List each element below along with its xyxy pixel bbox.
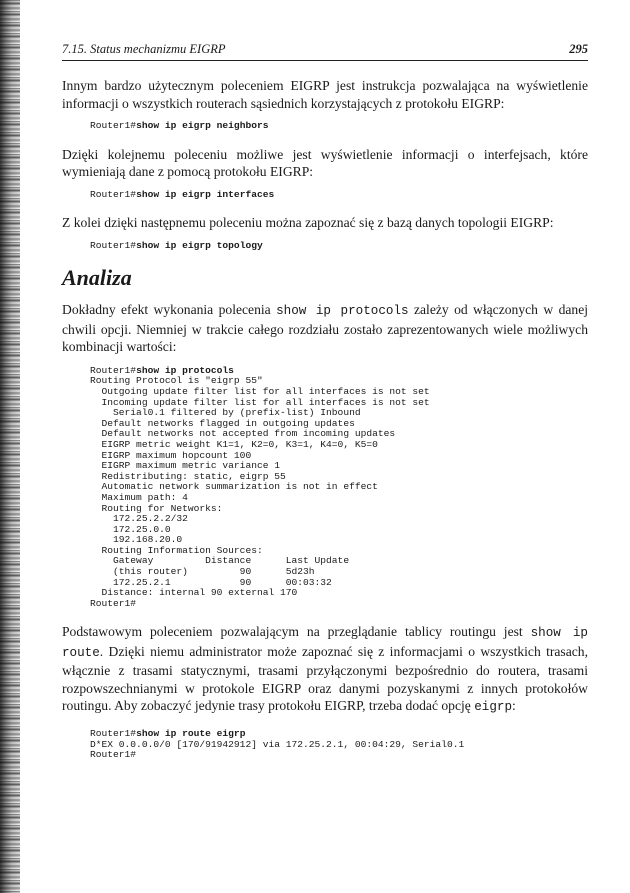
- command-topology: [62, 241, 588, 252]
- cli-prompt: Router1#: [90, 120, 137, 131]
- code-output-lines: [90, 376, 588, 609]
- code-line: 192.168.20.0: [90, 534, 183, 546]
- cli-prompt: Router1#: [90, 239, 137, 251]
- running-header: [62, 40, 588, 61]
- code-line: Gateway Distance Last Update: [90, 555, 350, 567]
- code-line: EIGRP maximum hopcount 100: [90, 449, 252, 461]
- code-line: Distance: internal 90 external 170: [90, 587, 298, 599]
- cli-prompt: Router1#: [90, 364, 137, 376]
- text-run: Podstawowym poleceniem pozwalającym na przeglądanie tablicy routingu jest: [62, 624, 523, 640]
- code-line: EIGRP metric weight K1=1, K2=0, K3=1, K4=0, K5=0: [90, 438, 378, 450]
- code-command-line: [90, 729, 588, 740]
- command-neighbors: [62, 121, 588, 132]
- code-output-protocols: [62, 366, 588, 610]
- cli-command: show ip protocols: [136, 364, 234, 376]
- code-line: Routing for Networks:: [90, 502, 223, 514]
- code-line: Routing Information Sources:: [90, 544, 263, 556]
- command-interfaces: [62, 190, 588, 201]
- code-line: 172.25.0.0: [90, 523, 171, 535]
- paragraph-topology: Z kolei dzięki następnemu poleceniu można zapoznać się z bazą danych topologii EIGRP:: [62, 215, 554, 231]
- code-line: 172.25.2.2/32: [90, 513, 188, 525]
- paragraph-neighbors: Innym bardzo użytecznym poleceniem EIGRP jest instrukcja pozwalająca na wyświetlenie informacji o wszystkich routerach sąsiednich korzystających z protokołu EIGRP:: [62, 78, 588, 111]
- code-line: Router1#: [90, 749, 137, 761]
- code-line: Default networks flagged in outgoing updates: [90, 417, 355, 429]
- paragraph-interfaces: Dzięki kolejnemu poleceniu możliwe jest wyświetlenie informacji o interfejsach, które wymieniają dane z pomocą protokołu EIGRP:: [62, 146, 588, 180]
- code-line: EIGRP maximum metric variance 1: [90, 460, 280, 472]
- book-spine-shadow: [0, 0, 20, 893]
- code-line: Redistributing: static, eigrp 55: [90, 470, 286, 482]
- header-section-title: 7.15. Status mechanizmu EIGRP: [62, 42, 226, 56]
- text-run: :: [512, 698, 516, 714]
- page: [62, 40, 588, 761]
- cli-prompt: Router1#: [90, 188, 137, 200]
- code-line: Automatic network summarization is not in effect: [90, 481, 378, 493]
- section-heading-analiza: Analiza: [62, 265, 132, 291]
- paragraph-route: [62, 623, 588, 717]
- cli-command: show ip route eigrp: [136, 727, 246, 739]
- code-line: D*EX 0.0.0.0/0 [170/91942912] via 172.25.2.1, 00:04:29, Serial0.1: [90, 738, 465, 750]
- page-number: 295: [569, 42, 588, 56]
- text-run: zależy od włączonych w danej chwili opcji. Niemniej w trakcie całego rozdziału zostało zaprezentowanych wiele możliwych kombinacji wartości:: [62, 302, 589, 355]
- code-line: Default networks not accepted from incoming updates: [90, 428, 396, 440]
- cli-command: show ip eigrp interfaces: [136, 188, 275, 200]
- code-line: Outgoing update filter list for all interfaces is not set: [90, 385, 430, 397]
- code-line: Serial0.1 filtered by (prefix-list) Inbound: [90, 407, 361, 419]
- code-line: Incoming update filter list for all interfaces is not set: [90, 396, 430, 408]
- code-output-route: [62, 729, 588, 761]
- code-line: Routing Protocol is "eigrp 55": [90, 375, 263, 387]
- inline-code: eigrp: [474, 700, 513, 715]
- code-line: (this router) 90 5d23h: [90, 566, 315, 578]
- cli-prompt: Router1#: [90, 727, 137, 739]
- inline-code: show ip protocols: [276, 304, 409, 319]
- cli-command: show ip eigrp topology: [136, 239, 263, 251]
- paragraph-protocols-intro: [62, 301, 588, 356]
- text-run: Dokładny efekt wykonania polecenia: [62, 302, 271, 318]
- code-output-lines: [90, 740, 588, 761]
- inline-code: show ip route: [62, 626, 588, 660]
- code-line: 172.25.2.1 90 00:03:32: [90, 576, 332, 588]
- code-line: Router1#: [90, 597, 137, 609]
- code-line: Maximum path: 4: [90, 491, 188, 503]
- cli-command: show ip eigrp neighbors: [136, 120, 269, 131]
- text-run: . Dzięki niemu administrator może zapoznać się z informacjami o wszystkich trasach, włącznie z trasami statycznymi, trasami przyłączonymi bezpośrednio do routera, trasami rozpowszechnianymi w protokole EIGRP oraz danymi pozyskanymi z innych protokołów routingu. Aby zobaczyć jedynie trasy protokołu EIGRP, trzeba dodać opcję: [62, 643, 588, 714]
